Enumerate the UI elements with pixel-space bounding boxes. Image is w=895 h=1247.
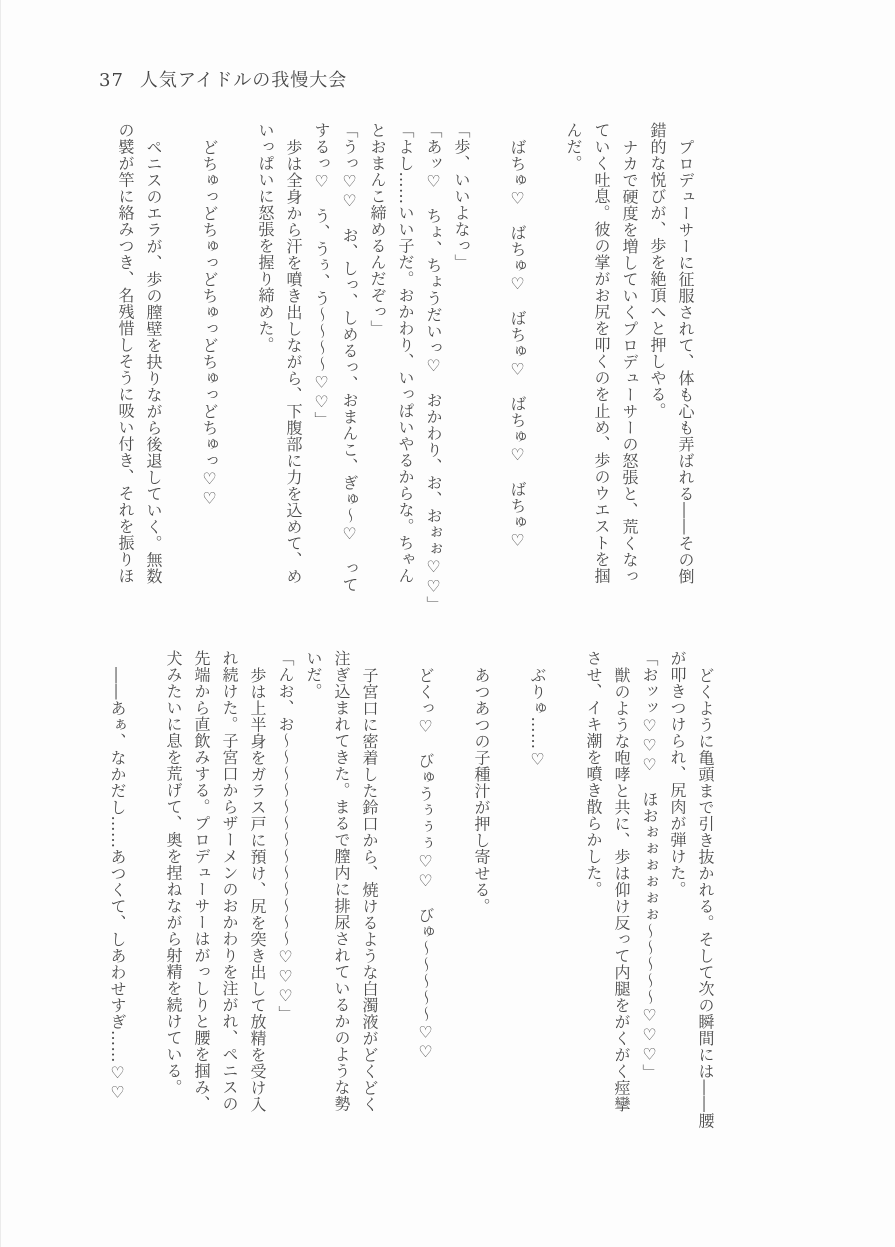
text-line: 歩は上半身をガラス戸に預け、尻を突き出して放精を受け入 [248,667,267,1113]
text-line: んだ。 [564,122,583,172]
text-line: 注ぎ込まれてきた。まるで膣内に排尿されているかのような勢 [332,650,351,1112]
text-line: 「歩、いいよなっ」 [452,122,471,271]
text-line: ――あぁ、なかだし……あつくて、しあわせすぎ……♡♡ [108,667,127,1102]
bottom-text-block [102,650,719,1148]
scan-edge [0,0,1,1247]
page-header [99,66,347,92]
text-line: いっぱいに怒張を握り締めた。 [256,122,275,353]
text-line: ていく吐息。彼の掌がお尻を叩くのを止め、歩のウエストを掴 [592,122,611,584]
text-line: 歩は全身から汗を噴き出しながら、下腹部に力を込めて、め [284,139,303,585]
text-line: 獣のような咆哮と共に、歩は仰け反って内腿をがくがく痙攣 [612,667,631,1113]
chapter-title: 人気アイドルの我慢大会 [139,70,348,91]
text-line: ナカで硬度を増していくプロデューサーの怒張と、荒くなっ [620,139,639,585]
text-line: 「あッ♡ ちょ、ちょうだいっ♡ おかわり、お、おぉぉ♡♡」 [424,122,443,613]
text-line: の襞が竿に絡みつき、名残惜しそうに吸い付き、それを振りほ [116,122,135,584]
text-line: 子宮口に密着した鈴口から、焼けるような白濁液がどくどく [360,667,379,1113]
text-line: 「おッッ♡♡♡ ほおぉぉぉぉぉぉ〜〜〜〜〜♡♡♡」 [640,650,659,1081]
text-line: どくように亀頭まで引き抜かれる。そして次の瞬間には――腰 [696,667,715,1129]
text-line: どちゅっどちゅっどちゅっどちゅっどちゅっ♡♡ [200,139,219,508]
text-line: させ、イキ潮を噴き散らかした。 [584,650,603,898]
text-line: ペニスのエラが、歩の膣壁を抉りながら後退していく。無数 [144,139,163,585]
text-line: れ続けた。子宮口からザーメンのおかわりを注がれ、ペニスの [220,650,239,1112]
text-line: ぶりゅ……♡ [528,667,547,769]
text-line: プロデューサーに征服されて、体も心も弄ばれる――その倒 [676,139,695,585]
text-line: するっ♡ う、うぅ、う〜〜〜〜♡♡」 [312,122,331,428]
page-number: 37 [99,70,124,91]
text-line: 犬みたいに息を荒げて、奥を捏ねながら射精を続けている。 [164,650,183,1096]
text-line: 「んお、お〜〜〜〜〜〜〜〜〜〜〜〜〜♡♡♡」 [276,650,295,1022]
text-line: どくっ♡ びゅうぅぅぅ♡♡ びゅ〜〜〜〜〜♡♡ [416,667,435,1062]
text-line: ばちゅ♡ ばちゅ♡ ばちゅ♡ ばちゅ♡ ばちゅ♡ [508,139,527,550]
text-line: 「うっ♡♡ お、しっ、しめるっ、おまんこ、ぎゅ〜♡ って [340,122,359,593]
text-line: 先端から直飲みする。プロデューサーはがっしりと腰を掴み、 [192,650,211,1112]
top-text-block [110,122,699,613]
text-line: とおまんこ締めるんだぞっ」 [368,122,387,337]
text-line: 錯的な悦びが、歩を絶頂へと押しやる。 [648,122,667,419]
text-line: いだ。 [304,650,323,700]
text-line: が叩きつけられ、尻肉が弾けた。 [668,650,687,898]
text-line: 「よし……いい子だ。おかわり、いっぱいやるからな。ちゃん [396,122,415,584]
text-line: あつあつの子種汁が押し寄せる。 [472,667,491,915]
